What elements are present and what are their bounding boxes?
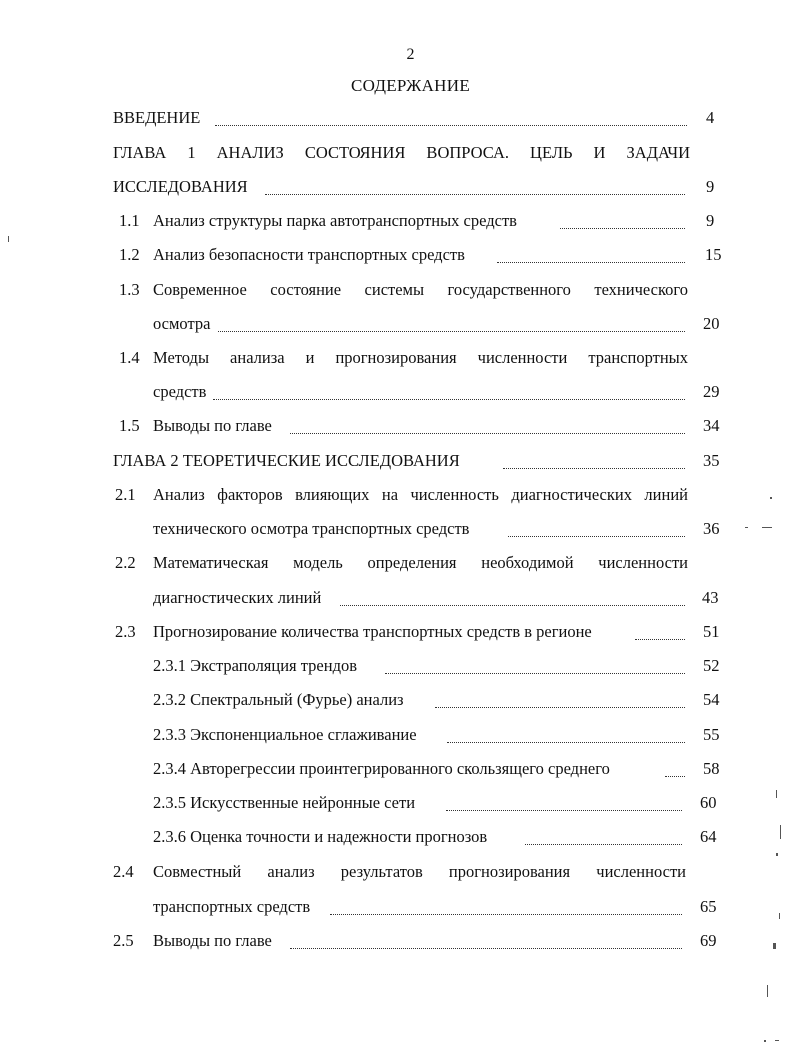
dot-leader — [265, 194, 685, 195]
toc-entry-2-3-4 — [0, 759, 791, 783]
scan-speck — [745, 527, 748, 528]
scan-speck — [776, 853, 778, 856]
toc-page: 20 — [703, 314, 720, 333]
dot-leader — [290, 433, 685, 434]
toc-entry-1-5 — [0, 416, 791, 440]
toc-page: 69 — [700, 931, 717, 950]
toc-page: 29 — [703, 382, 720, 401]
scan-speck — [773, 943, 776, 949]
toc-page: 64 — [700, 827, 717, 846]
toc-number: 1.3 — [119, 280, 140, 299]
toc-entry-1-2 — [0, 245, 791, 269]
toc-label: Методы анализа и прогнозирования численности транспортных — [153, 348, 688, 367]
dot-leader — [635, 639, 685, 640]
toc-entry-1-1 — [0, 211, 791, 235]
toc-label: 2.3.4 Авторегрессии проинтегрированного скользящего среднего — [153, 759, 614, 778]
toc-entry-chapter-2 — [0, 451, 791, 475]
toc-entry-1-4-line1 — [0, 348, 791, 372]
toc-label: 2.3.5 Искусственные нейронные сети — [153, 793, 419, 812]
toc-label: Прогнозирование количества транспортных средств в регионе — [153, 622, 596, 641]
toc-page: 35 — [703, 451, 720, 470]
toc-label: Выводы по главе — [153, 931, 276, 950]
scan-speck — [780, 825, 781, 839]
toc-label: 2.3.2 Спектральный (Фурье) анализ — [153, 690, 408, 709]
toc-label: Современное состояние системы государственного технического — [153, 280, 688, 299]
toc-entry-2-1 — [0, 519, 791, 543]
toc-label: технического осмотра транспортных средств — [153, 519, 473, 538]
toc-number: 1.4 — [119, 348, 140, 367]
toc-number: 1.1 — [119, 211, 140, 230]
toc-number: 1.2 — [119, 245, 140, 264]
toc-number: 2.1 — [115, 485, 136, 504]
toc-page: 9 — [706, 211, 715, 230]
dot-leader — [330, 914, 682, 915]
toc-number: 1.5 — [119, 416, 140, 435]
toc-label: средств — [153, 382, 210, 401]
toc-label: Анализ безопасности транспортных средств — [153, 245, 469, 264]
toc-label: ВВЕДЕНИЕ — [113, 108, 204, 127]
toc-entry-2-2 — [0, 588, 791, 612]
toc-label: транспортных средств — [153, 897, 314, 916]
toc-label: ГЛАВА 1 АНАЛИЗ СОСТОЯНИЯ ВОПРОСА. ЦЕЛЬ И ЗАДАЧИ — [113, 143, 690, 162]
toc-page: 9 — [706, 177, 715, 196]
toc-label: Выводы по главе — [153, 416, 276, 435]
dot-leader — [213, 399, 685, 400]
toc-label: Математическая модель определения необходимой численности — [153, 553, 688, 572]
toc-label: осмотра — [153, 314, 214, 333]
toc-page: 65 — [700, 897, 717, 916]
toc-label: Совместный анализ результатов прогнозирования численности — [153, 862, 686, 881]
dot-leader — [218, 331, 685, 332]
page-number: 2 — [406, 46, 415, 63]
toc-page: 15 — [705, 245, 722, 264]
toc-entry-2-3-3 — [0, 725, 791, 749]
dot-leader — [497, 262, 685, 263]
toc-number: 2.3 — [115, 622, 136, 641]
toc-page: 52 — [703, 656, 720, 675]
toc-entry-2-3 — [0, 622, 791, 646]
page-title: СОДЕРЖАНИЕ — [350, 76, 471, 95]
scan-speck — [764, 1040, 766, 1042]
toc-page: 60 — [700, 793, 717, 812]
toc-label: Анализ факторов влияющих на численность диагностических линий — [153, 485, 688, 504]
toc-page: 54 — [703, 690, 720, 709]
toc-label: 2.3.6 Оценка точности и надежности прогнозов — [153, 827, 491, 846]
toc-entry-2-3-6 — [0, 827, 791, 851]
toc-entry-2-3-5 — [0, 793, 791, 817]
scan-speck — [762, 527, 772, 528]
toc-entry-intro — [0, 108, 791, 132]
scan-speck — [8, 236, 9, 242]
toc-entry-2-2-line1 — [0, 553, 791, 577]
toc-number: 2.2 — [115, 553, 136, 572]
toc-page: 43 — [702, 588, 719, 607]
toc-page: 4 — [706, 108, 715, 127]
toc-page: 55 — [703, 725, 720, 744]
toc-number: 2.4 — [113, 862, 134, 881]
dot-leader — [446, 810, 682, 811]
dot-leader — [385, 673, 685, 674]
toc-entry-2-5 — [0, 931, 791, 955]
toc-page: 58 — [703, 759, 720, 778]
toc-label: 2.3.3 Экспоненциальное сглаживание — [153, 725, 421, 744]
toc-number: 2.5 — [113, 931, 134, 950]
dot-leader — [435, 707, 685, 708]
toc-entry-2-3-2 — [0, 690, 791, 714]
toc-label: ИССЛЕДОВАНИЯ — [113, 177, 252, 196]
toc-page: 51 — [703, 622, 720, 641]
dot-leader — [665, 776, 685, 777]
dot-leader — [447, 742, 685, 743]
toc-entry-chapter-1-line1 — [0, 143, 791, 167]
toc-page: 34 — [703, 416, 720, 435]
scan-speck — [767, 985, 768, 997]
toc-label: ГЛАВА 2 ТЕОРЕТИЧЕСКИЕ ИССЛЕДОВАНИЯ — [113, 451, 464, 470]
dot-leader — [503, 468, 685, 469]
toc-label: 2.3.1 Экстраполяция трендов — [153, 656, 361, 675]
toc-entry-1-3 — [0, 314, 791, 338]
toc-entry-2-4-line1 — [0, 862, 791, 886]
toc-entry-1-3-line1 — [0, 280, 791, 304]
scan-speck — [770, 497, 772, 499]
scan-speck — [775, 1040, 779, 1041]
scan-speck — [779, 913, 780, 919]
dot-leader — [525, 844, 682, 845]
dot-leader — [508, 536, 685, 537]
toc-entry-2-4 — [0, 897, 791, 921]
dot-leader — [215, 125, 687, 126]
dot-leader — [560, 228, 685, 229]
toc-label: Анализ структуры парка автотранспортных средств — [153, 211, 521, 230]
dot-leader — [290, 948, 682, 949]
toc-entry-2-3-1 — [0, 656, 791, 680]
toc-page: 36 — [703, 519, 720, 538]
toc-entry-2-1-line1 — [0, 485, 791, 509]
dot-leader — [340, 605, 685, 606]
toc-entry-chapter-1 — [0, 177, 791, 201]
toc-entry-1-4 — [0, 382, 791, 406]
scan-speck — [776, 790, 777, 798]
toc-label: диагностических линий — [153, 588, 325, 607]
